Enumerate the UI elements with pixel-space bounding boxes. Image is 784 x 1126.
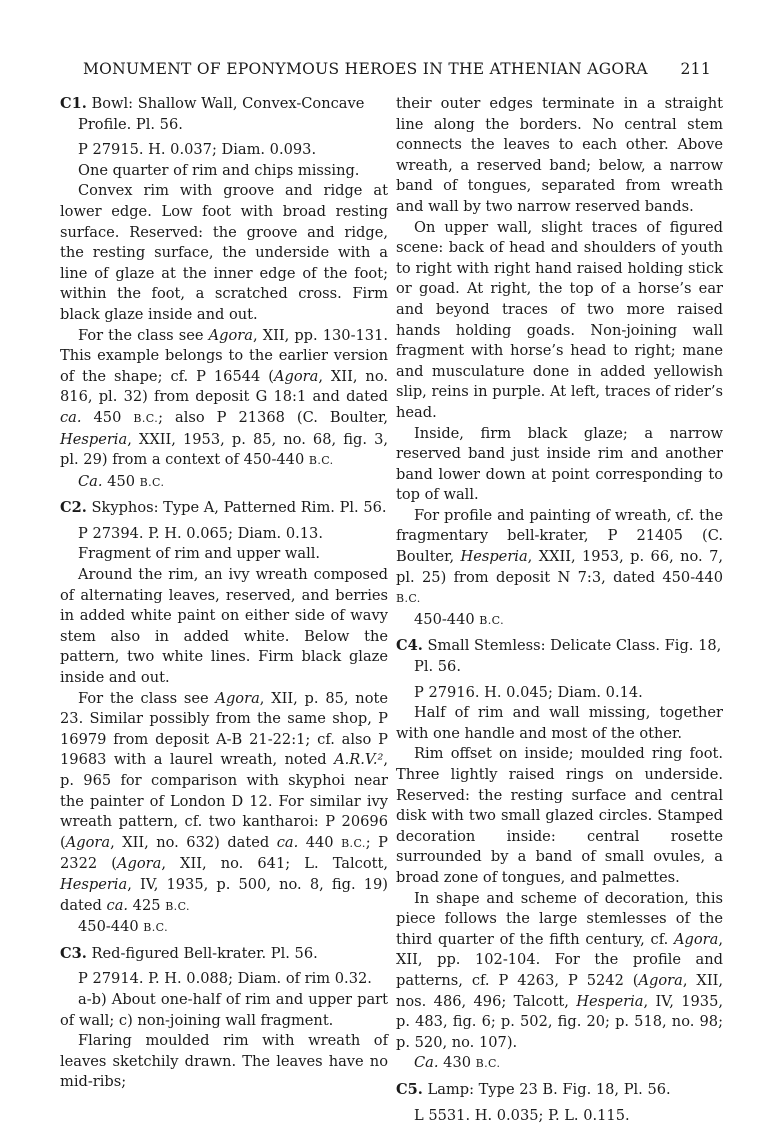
inventory-line: P 27914. P. H. 0.088; Diam. of rim 0.32. (60, 969, 388, 990)
journal-title: Hesperia (576, 993, 643, 1010)
circa-abbrev: ca. (107, 897, 129, 914)
description-paragraph: Flaring moulded rim with wreath of leaves sketchily drawn. The leaves have no mid-ribs; (60, 1031, 388, 1093)
era-abbrev: B.C. (396, 592, 421, 605)
era-abbrev: B.C. (133, 412, 158, 425)
era-abbrev: B.C. (341, 837, 366, 850)
running-title: MONUMENT OF EPONYMOUS HEROES IN THE ATHENIAN AGORA (83, 60, 648, 78)
page-number: 211 (681, 60, 712, 78)
date-line (396, 1053, 723, 1075)
description-paragraph: Convex rim with groove and ridge at lower edge. Low foot with broad resting surface. Reserved: the groove and ridge, the resting surface, the underside with a line of glaze at the inner edge of the foot; within the foot, a scratched cross. Firm black glaze inside and out. (60, 181, 388, 325)
inventory-line: P 27916. H. 0.045; Diam. 0.14. (396, 683, 723, 704)
text: , XII, pp. 102-104. For the profile and patterns, cf. P 4263, P 5242 ( (396, 931, 723, 989)
text: 450 (82, 409, 134, 426)
text: 450 (103, 473, 140, 490)
entry-heading-c4 (396, 636, 723, 677)
text: , XII, no. 641; L. Talcott, (161, 855, 388, 872)
date-line (60, 472, 388, 494)
era-abbrev: B.C. (140, 476, 165, 489)
entry-label: C2. (60, 499, 87, 516)
left-column (60, 94, 388, 1093)
entry-heading-c2 (60, 498, 388, 519)
description-paragraph: Rim offset on inside; moulded ring foot. Three lightly raised rings on underside. Reserved: the resting surface and central disk with two small glazed circles. Stamped decoration inside: central rosette surrounded by a band of small ovules, a broad zone of tongues, and palmettes. (396, 744, 723, 888)
circa-abbrev: Ca. (414, 1054, 439, 1071)
text: 430 (439, 1054, 476, 1071)
entry-label: C4. (396, 637, 423, 654)
description-continued: their outer edges terminate in a straight line along the borders. No central stem connects the leaves to each other. Above wreath, a reserved band; below, a narrow band of tongues, separated from wreath and wall by two narrow reserved bands. (396, 94, 723, 218)
text: , XII, pp. 130-131. This example belongs to the earlier version of the shape; cf. P 16544 ( (60, 327, 388, 385)
text: , XXII, 1953, p. 85, no. 68, fig. 3, pl. 29) from a context of 450-440 (60, 431, 388, 469)
reference-abbrev: A.R.V.² (334, 751, 383, 768)
journal-title: Agora (674, 931, 718, 948)
era-abbrev: B.C. (165, 900, 190, 913)
entry-title: Small Stemless: Delicate Class. Fig. 18, Pl. 56. (414, 637, 721, 675)
journal-title: Agora (117, 855, 161, 872)
inventory-line: L 5531. H. 0.035; P. L. 0.115. (396, 1106, 723, 1126)
text: , XII, p. 85, note 23. Similar possibly from the same shop, P 16979 from deposit A-B 21-22:1; cf. also P 19683 with a laurel wreath, noted (60, 690, 388, 769)
entry-title: Lamp: Type 23 B. Fig. 18, Pl. 56. (428, 1081, 671, 1098)
condition-note: a-b) About one-half of rim and upper part of wall; c) non-joining wall fragment. (60, 990, 388, 1031)
journal-title: Hesperia (60, 876, 127, 893)
reference-paragraph (60, 326, 388, 472)
circa-abbrev: ca. (277, 834, 299, 851)
text: , p. 965 for comparison with skyphoi near the painter of London D 12. For similar ivy wreath pattern, cf. two kantharoi: P 20696 ( (60, 751, 388, 850)
era-abbrev: B.C. (143, 921, 168, 934)
text: 450-440 (78, 918, 143, 935)
figured-scene-paragraph: On upper wall, slight traces of figured scene: back of head and shoulders of youth to right with right hand raised holding stick or goad. At right, the top of a horse’s ear and beyond traces of two more raised hands holding goads. Non-joining wall fragment with horse’s head to right; mane and musculature done in added yellowish slip, reins in purple. At left, traces of rider’s head. (396, 218, 723, 424)
date-line (396, 610, 723, 632)
text: 425 (128, 897, 165, 914)
entry-label: C1. (60, 95, 87, 112)
text: , IV, 1935, p. 483, fig. 6; p. 502, fig. 20; p. 518, no. 98; p. 520, no. 107). (396, 993, 723, 1051)
entry-label: C3. (60, 945, 87, 962)
reference-paragraph (396, 506, 723, 610)
journal-title: Agora (215, 690, 259, 707)
text: ; also P 21368 (C. Boulter, (158, 409, 388, 426)
text: , IV, 1935, p. 500, no. 8, fig. 19) dated (60, 876, 388, 914)
era-abbrev: B.C. (479, 614, 504, 627)
reference-paragraph (60, 689, 388, 918)
entry-title: Skyphos: Type A, Patterned Rim. Pl. 56. (92, 499, 387, 516)
entry-label: C5. (396, 1081, 423, 1098)
text: , XII, no. 632) dated (110, 834, 277, 851)
condition-note: One quarter of rim and chips missing. (60, 161, 388, 182)
circa-abbrev: ca. (60, 409, 82, 426)
inventory-line: P 27394. P. H. 0.065; Diam. 0.13. (60, 524, 388, 545)
description-paragraph: Around the rim, an ivy wreath composed of alternating leaves, reserved, and berries in added white paint on either side of wavy stem also in added white. Below the pattern, two white lines. Firm black glaze inside and out. (60, 565, 388, 689)
journal-title: Agora (639, 972, 683, 989)
entry-heading-c5 (396, 1080, 723, 1101)
text: For profile and painting of wreath, cf. the fragmentary bell-krater, P 21405 (C. Boulter, (396, 507, 723, 565)
journal-title: Agora (66, 834, 110, 851)
text: 450-440 (414, 611, 479, 628)
era-abbrev: B.C. (476, 1057, 501, 1070)
inventory-line: P 27915. H. 0.037; Diam. 0.093. (60, 140, 388, 161)
condition-note: Half of rim and wall missing, together with one handle and most of the other. (396, 703, 723, 744)
journal-title: Hesperia (60, 431, 127, 448)
journal-title: Agora (274, 368, 318, 385)
text: , XXII, 1953, p. 66, no. 7, pl. 25) from deposit N 7:3, dated 450-440 (396, 548, 723, 586)
inside-paragraph: Inside, firm black glaze; a narrow reserved band just inside rim and another band lower down at point corresponding to top of wall. (396, 424, 723, 506)
era-abbrev: B.C. (309, 454, 334, 467)
text: , XII, nos. 486, 496; Talcott, (396, 972, 723, 1010)
circa-abbrev: Ca. (78, 473, 103, 490)
entry-title: Red-figured Bell-krater. Pl. 56. (92, 945, 318, 962)
journal-title: Hesperia (460, 548, 527, 565)
text: , XII, no. 816, pl. 32) from deposit G 18:1 and dated (60, 368, 388, 406)
text: For the class see (78, 690, 215, 707)
journal-title: Agora (209, 327, 253, 344)
text: For the class see (78, 327, 209, 344)
text: In shape and scheme of decoration, this piece follows the large stemlesses of the third quarter of the fifth century, cf. (396, 890, 723, 948)
text: ; P 2322 ( (60, 834, 388, 873)
date-line (60, 917, 388, 939)
entry-heading-c3 (60, 944, 388, 965)
right-column (396, 94, 723, 1126)
condition-note: Fragment of rim and upper wall. (60, 544, 388, 565)
text: 440 (298, 834, 341, 851)
reference-paragraph (396, 889, 723, 1054)
entry-heading-c1 (60, 94, 388, 135)
entry-title: Bowl: Shallow Wall, Convex-Concave Profile. Pl. 56. (78, 95, 364, 133)
